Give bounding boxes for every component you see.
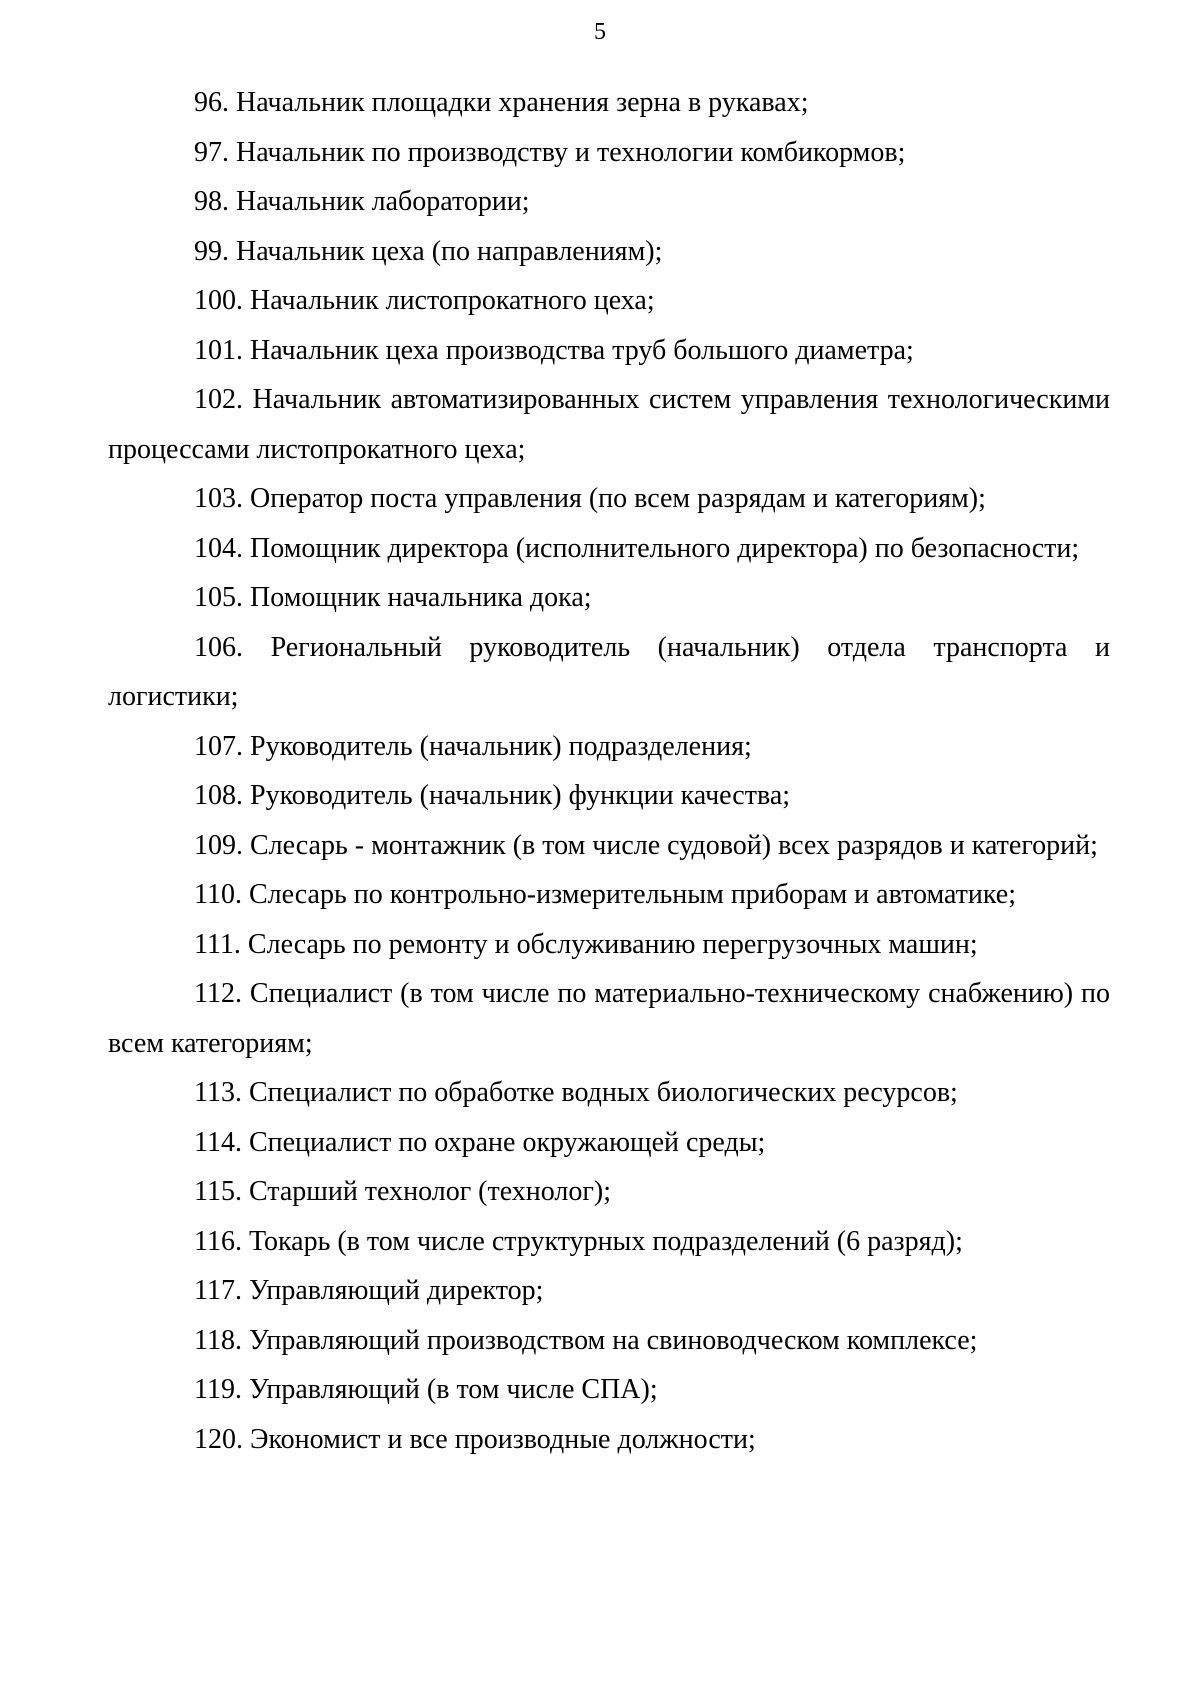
list-item <box>108 474 1110 524</box>
list-item <box>108 1068 1110 1118</box>
item-number: 107. <box>194 730 243 762</box>
list-item <box>108 771 1110 821</box>
page-number: 5 <box>594 19 606 45</box>
item-text: Помощник начальника дока; <box>250 582 592 613</box>
item-number: 110. <box>194 879 242 910</box>
item-number: 103. <box>194 483 243 514</box>
item-text: Начальник лаборатории; <box>236 186 530 217</box>
list-item <box>108 623 1110 722</box>
item-text: Управляющий директор; <box>248 1275 544 1306</box>
item-number: 106. <box>194 631 243 663</box>
item-text: Экономист и все производные должности; <box>250 1423 756 1455</box>
item-text: Руководитель (начальник) подразделения; <box>250 730 752 762</box>
list-item <box>108 1217 1110 1267</box>
item-text: Старший технолог (технолог); <box>248 1176 611 1207</box>
item-text: Специалист по охране окружающей среды; <box>248 1126 766 1158</box>
list-item <box>108 78 1110 128</box>
item-text: Руководитель (начальник) функции качества; <box>250 780 791 811</box>
item-number: 96. <box>194 87 229 118</box>
list-item <box>108 969 1110 1068</box>
list-item <box>108 375 1110 474</box>
item-text: Региональный руководитель (начальник) отдела транспорта и логистики; <box>108 631 1111 712</box>
item-text: Помощник директора (исполнительного директора) по безопасности; <box>250 532 1080 564</box>
item-text: Начальник площадки хранения зерна в рукавах; <box>236 87 809 118</box>
item-number: 112. <box>194 978 242 1009</box>
list-item <box>108 920 1110 970</box>
item-number: 99. <box>194 235 229 267</box>
item-number: 104. <box>194 532 243 564</box>
item-number: 113. <box>194 1077 242 1108</box>
list-item <box>108 1316 1110 1366</box>
list-item <box>108 1365 1110 1415</box>
list-item <box>108 276 1110 326</box>
position-list <box>108 78 1110 1464</box>
item-number: 119. <box>194 1374 242 1405</box>
item-number: 102. <box>194 384 243 415</box>
list-item <box>108 870 1110 920</box>
list-item <box>108 573 1110 623</box>
list-item <box>108 326 1110 376</box>
item-text: Начальник листопрокатного цеха; <box>250 285 655 316</box>
item-number: 118. <box>194 1324 242 1356</box>
item-number: 115. <box>194 1176 242 1207</box>
list-item <box>108 722 1110 772</box>
list-item <box>108 177 1110 227</box>
item-text: Слесарь - монтажник (в том числе судовой) всех разрядов и категорий; <box>250 829 1098 861</box>
list-item <box>108 1415 1110 1465</box>
item-number: 117. <box>194 1275 242 1306</box>
list-item <box>108 227 1110 277</box>
list-item <box>108 128 1110 178</box>
item-number: 97. <box>194 136 229 168</box>
item-text: Начальник автоматизированных систем управления технологическими процессами листопрокатного цеха; <box>108 384 1111 465</box>
item-text: Оператор поста управления (по всем разрядам и категориям); <box>250 483 986 514</box>
item-number: 101. <box>194 334 243 366</box>
list-item <box>108 1266 1110 1316</box>
item-text: Начальник цеха производства труб большого диаметра; <box>250 334 914 366</box>
list-item <box>108 821 1110 871</box>
list-item <box>108 1167 1110 1217</box>
item-text: Токарь (в том числе структурных подразделений (6 разряд); <box>248 1225 963 1257</box>
item-number: 114. <box>194 1126 242 1158</box>
item-text: Слесарь по ремонту и обслуживанию перегрузочных машин; <box>247 928 978 960</box>
list-item <box>108 1118 1110 1168</box>
item-number: 100. <box>194 285 243 316</box>
list-item <box>108 524 1110 574</box>
item-number: 105. <box>194 582 243 613</box>
item-number: 120. <box>194 1423 243 1455</box>
item-number: 109. <box>194 829 243 861</box>
item-number: 108. <box>194 780 243 811</box>
item-text: Специалист по обработке водных биологических ресурсов; <box>248 1077 958 1108</box>
item-text: Начальник по производству и технологии комбикормов; <box>236 136 906 168</box>
item-number: 116. <box>194 1225 242 1257</box>
item-text: Слесарь по контрольно-измерительным приборам и автоматике; <box>248 879 1017 910</box>
item-text: Управляющий (в том числе СПА); <box>248 1374 658 1405</box>
item-number: 98. <box>194 186 229 217</box>
item-text: Начальник цеха (по направлениям); <box>236 235 663 267</box>
item-number: 111. <box>194 928 241 960</box>
item-text: Управляющий производством на свиноводческом комплексе; <box>248 1324 978 1356</box>
item-text: Специалист (в том числе по материально-техническому снабжению) по всем категориям; <box>108 978 1111 1059</box>
